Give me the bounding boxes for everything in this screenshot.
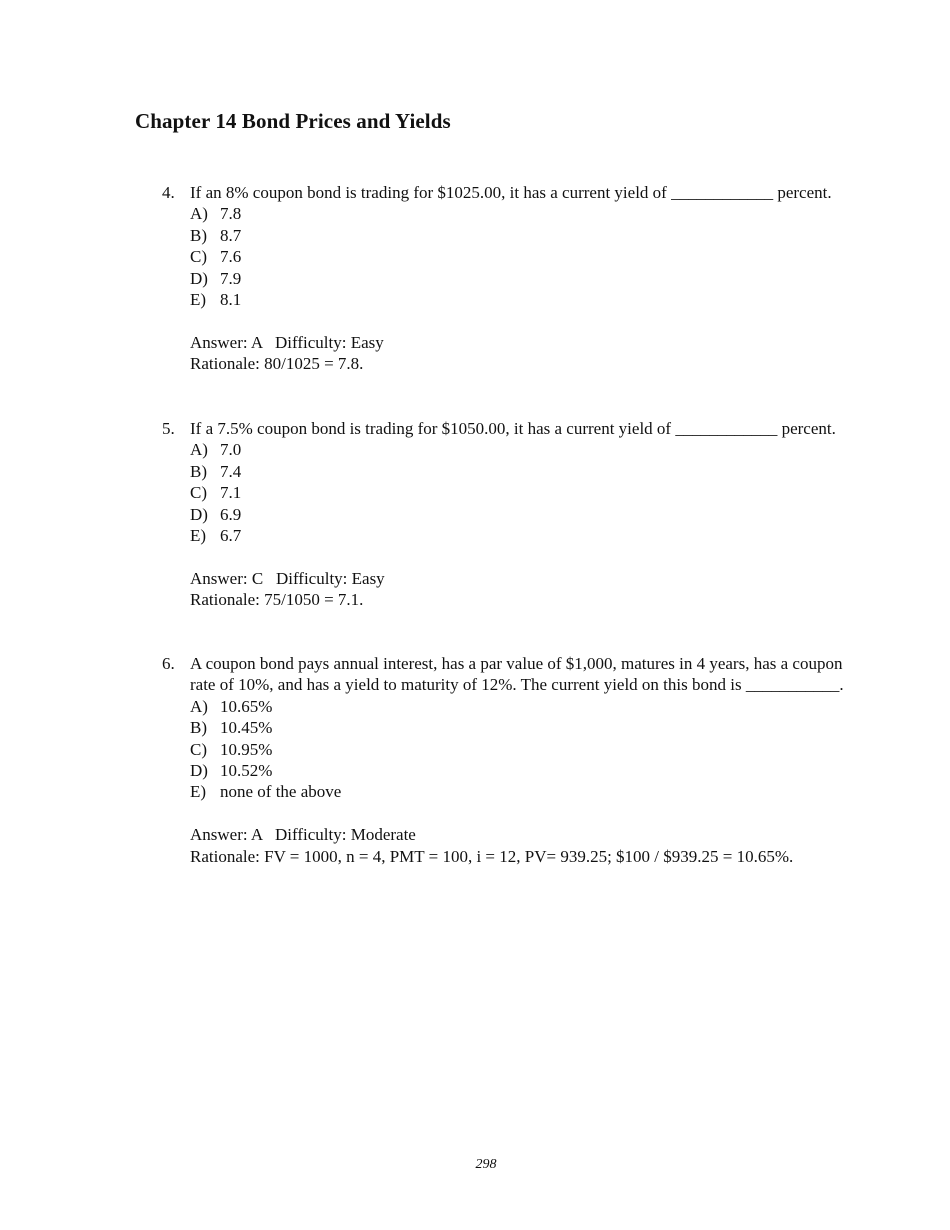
option-letter: A) — [190, 696, 208, 716]
option-letter: E) — [190, 290, 207, 310]
answer-text: Answer: A Difficulty: Easy — [190, 332, 384, 352]
question-body — [190, 418, 852, 611]
option-text: 7.1 — [220, 483, 242, 503]
option-letter: A) — [190, 204, 208, 224]
answer-line — [190, 332, 852, 353]
option-e — [190, 525, 852, 546]
option-text: 7.8 — [220, 204, 242, 224]
option-letter: D) — [190, 761, 208, 781]
option-letter: A) — [190, 440, 208, 460]
option-d — [190, 760, 852, 781]
rationale: Rationale: 80/1025 = 7.8. — [190, 354, 364, 374]
question-item — [162, 653, 852, 867]
answer-options — [190, 203, 852, 310]
question-body — [190, 653, 852, 867]
option-letter: C) — [190, 247, 207, 267]
question-stem: If an 8% coupon bond is trading for $1025.00, it has a current yield of ____________ percent. — [190, 183, 832, 202]
option-text: 7.9 — [220, 268, 242, 288]
rationale: Rationale: FV = 1000, n = 4, PMT = 100, i = 12, PV= 939.25; $100 / $939.25 = 10.65%. — [190, 846, 794, 866]
option-text: 8.7 — [220, 225, 242, 245]
option-text: 6.7 — [220, 526, 242, 546]
option-letter: B) — [190, 718, 207, 738]
page-title: Chapter 14 Bond Prices and Yields — [135, 109, 451, 133]
option-text: 6.9 — [220, 504, 242, 524]
option-letter: D) — [190, 268, 208, 288]
option-a — [190, 696, 852, 717]
question-number: 5. — [162, 419, 175, 438]
option-letter: E) — [190, 782, 207, 802]
answer-block — [190, 568, 852, 611]
option-text: 7.0 — [220, 440, 242, 460]
option-d — [190, 504, 852, 525]
answer-line — [190, 824, 852, 845]
question-stem: If a 7.5% coupon bond is trading for $1050.00, it has a current yield of ____________ percent. — [190, 419, 836, 438]
question-number: 4. — [162, 183, 175, 202]
rationale: Rationale: 75/1050 = 7.1. — [190, 590, 364, 610]
option-text: 8.1 — [220, 290, 242, 310]
answer-text: Answer: A Difficulty: Moderate — [190, 825, 416, 845]
question-body — [190, 182, 852, 375]
answer-line — [190, 568, 852, 589]
answer-block — [190, 824, 852, 867]
option-a — [190, 439, 852, 460]
question-number: 6. — [162, 654, 175, 673]
option-a — [190, 203, 852, 224]
answer-text: Answer: C Difficulty: Easy — [190, 568, 385, 588]
option-letter: C) — [190, 483, 207, 503]
answer-options — [190, 696, 852, 803]
question-stem: A coupon bond pays annual interest, has a par value of $1,000, matures in 4 years, has a coupon rate of 10%, and has a yield to maturity of 12%. The current yield on this bond is ___________. — [190, 654, 844, 695]
option-d — [190, 268, 852, 289]
option-text: 10.95% — [220, 739, 273, 759]
option-letter: C) — [190, 739, 207, 759]
option-e — [190, 781, 852, 802]
option-text: 10.65% — [220, 696, 273, 716]
option-c — [190, 482, 852, 503]
option-c — [190, 739, 852, 760]
option-text: 10.45% — [220, 718, 273, 738]
option-text: none of the above — [220, 782, 342, 802]
option-text: 7.4 — [220, 461, 242, 481]
option-letter: E) — [190, 526, 207, 546]
option-c — [190, 246, 852, 267]
option-letter: D) — [190, 504, 208, 524]
page-number: 298 — [475, 1157, 497, 1172]
answer-block — [190, 332, 852, 375]
question-item — [162, 418, 852, 611]
option-b — [190, 225, 852, 246]
option-text: 10.52% — [220, 761, 273, 781]
option-letter: B) — [190, 225, 207, 245]
option-letter: B) — [190, 461, 207, 481]
option-text: 7.6 — [220, 247, 242, 267]
option-b — [190, 717, 852, 738]
answer-options — [190, 439, 852, 546]
option-b — [190, 461, 852, 482]
question-item — [162, 182, 852, 375]
option-e — [190, 289, 852, 310]
